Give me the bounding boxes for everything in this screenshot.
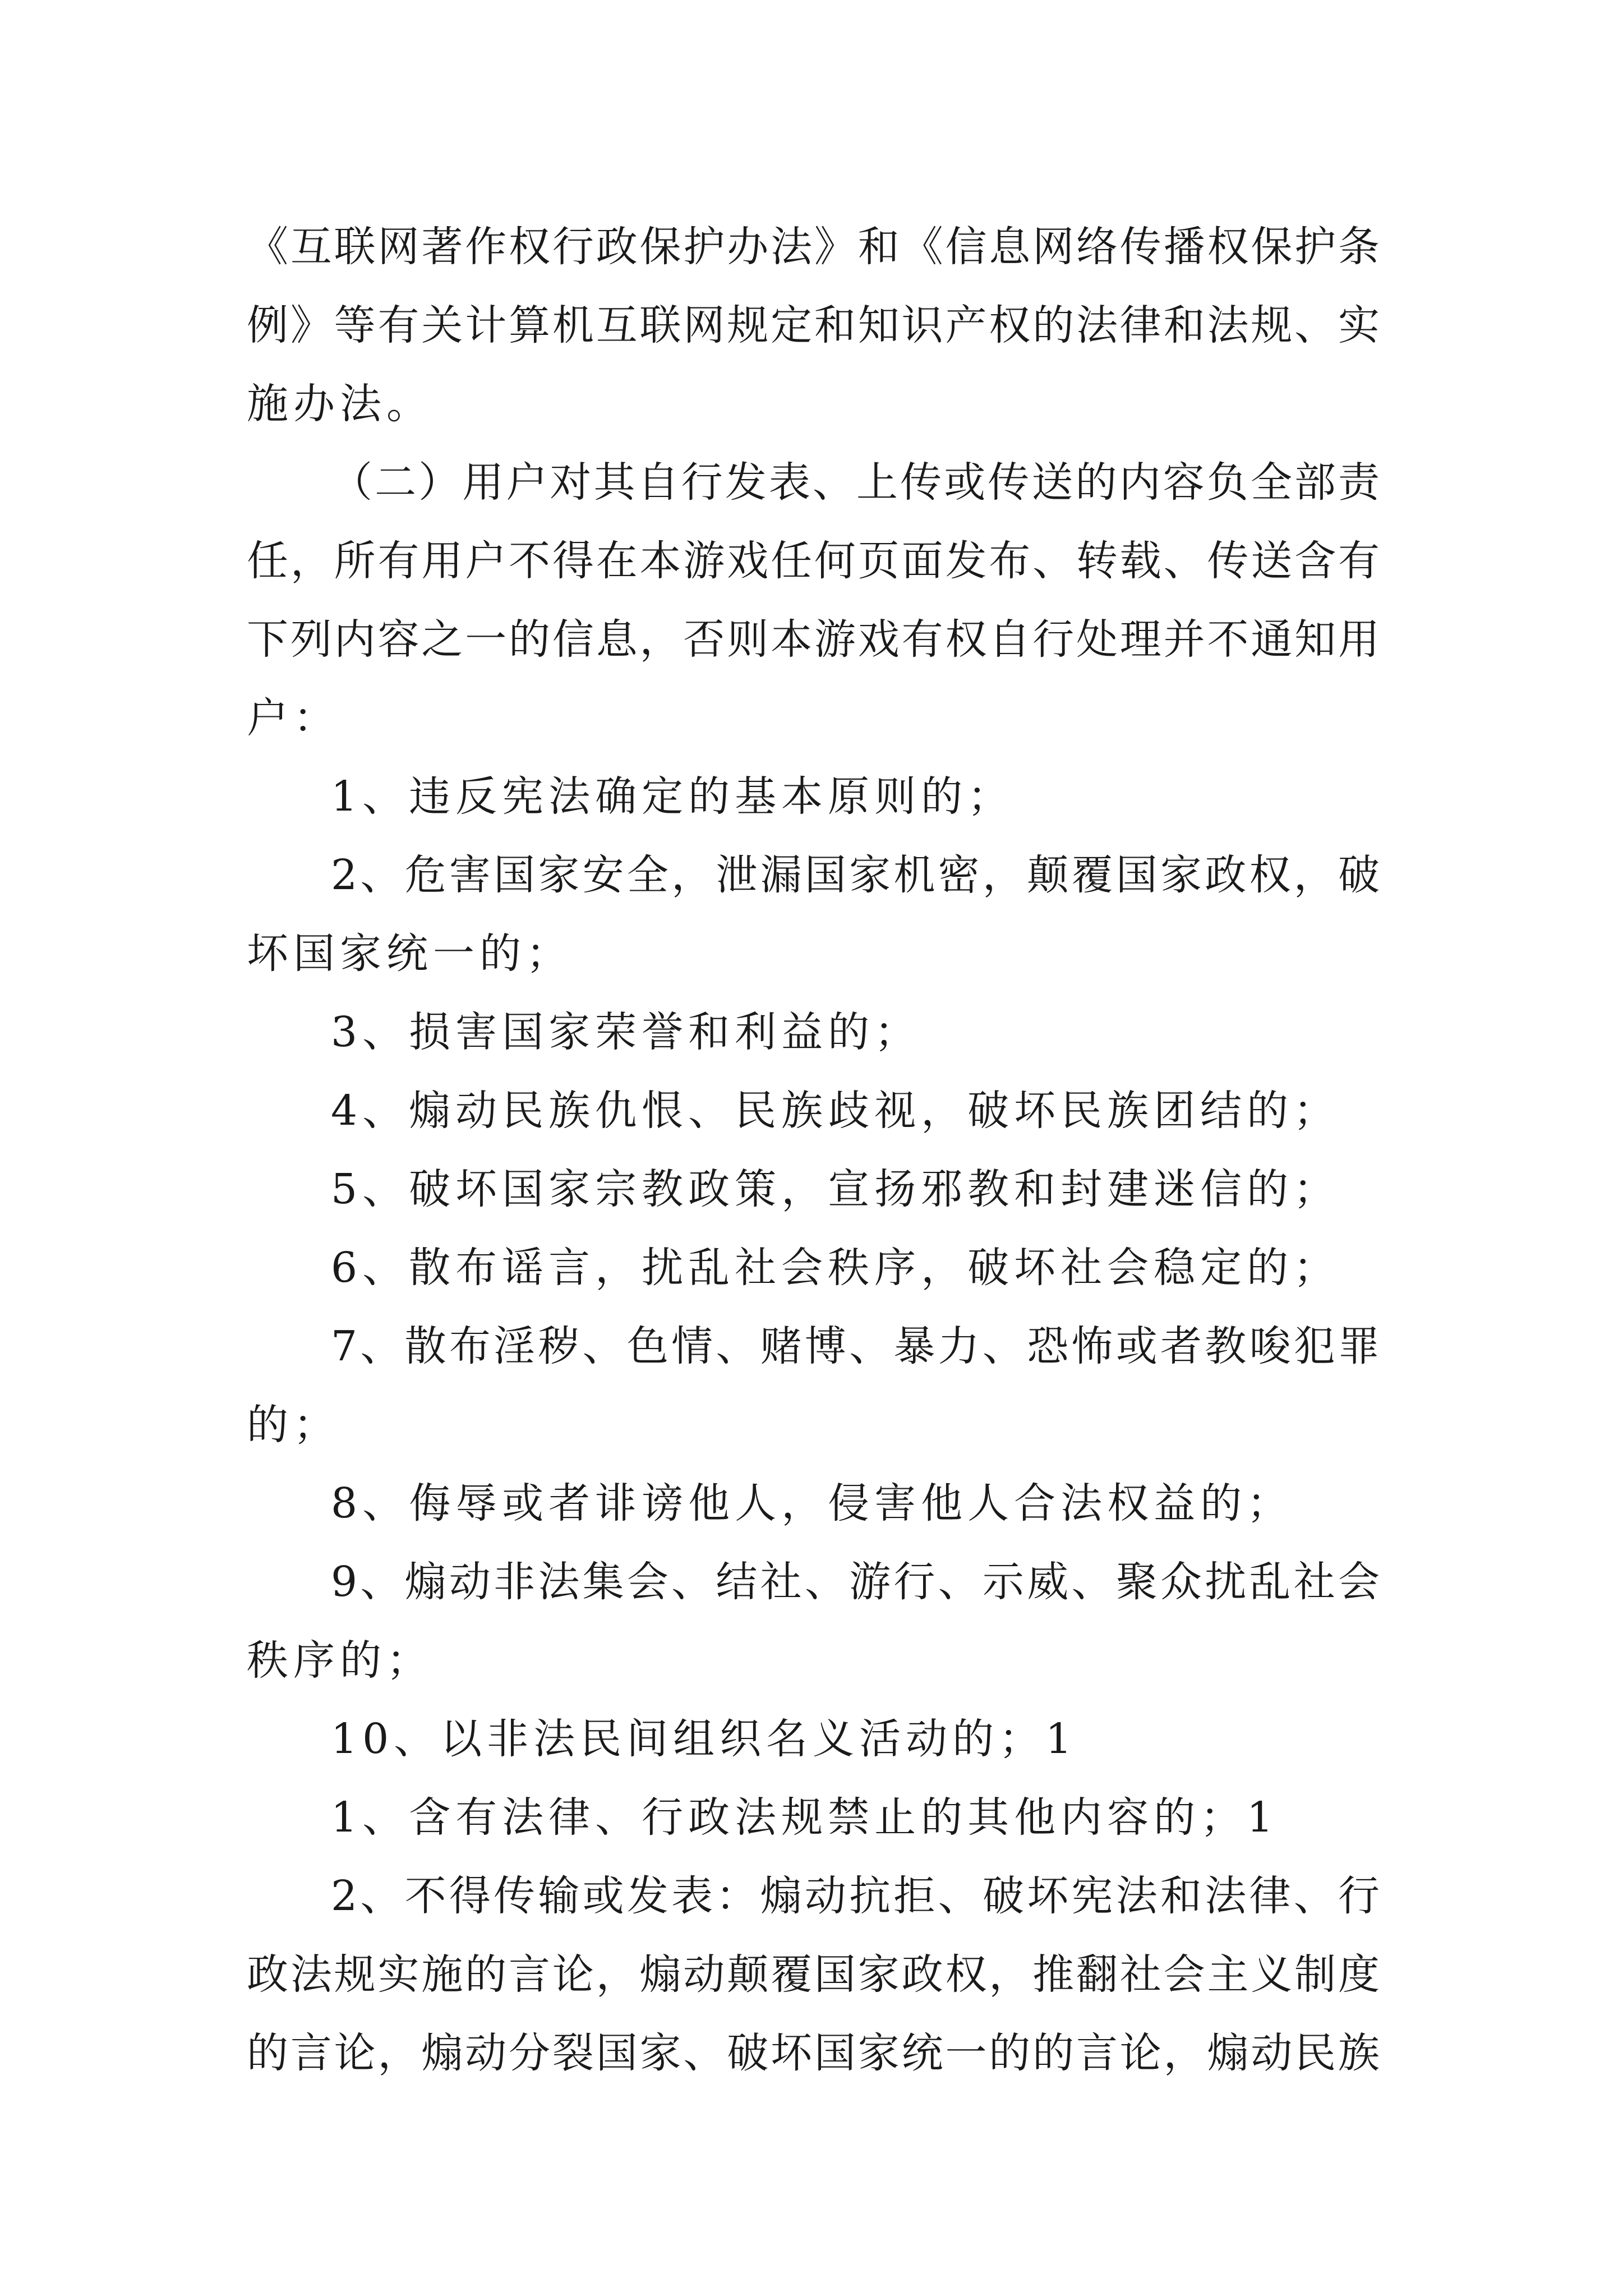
text-line: 2、危害国家安全，泄漏国家机密，颠覆国家政权，破	[331, 851, 1380, 899]
text-line: 户：	[247, 694, 340, 742]
text-line: 4、煽动民族仇恨、民族歧视，破坏民族团结的；	[331, 1087, 1340, 1135]
text-line: 6、散布谣言，扰乱社会秩序，破坏社会稳定的；	[331, 1244, 1340, 1292]
text-line: 的；	[247, 1401, 340, 1449]
text-line: （二）用户对其自行发表、上传或传送的内容负全部责	[331, 458, 1380, 507]
text-line: 8、侮辱或者诽谤他人，侵害他人合法权益的；	[331, 1479, 1294, 1527]
text-line: 10、以非法民间组织名义活动的；1	[331, 1715, 1077, 1763]
text-line: 7、散布淫秽、色情、赌博、暴力、恐怖或者教唆犯罪	[331, 1322, 1380, 1370]
text-line: 施办法。	[247, 380, 433, 428]
text-line: 9、煽动非法集会、结社、游行、示威、聚众扰乱社会	[331, 1558, 1380, 1606]
text-line: 坏国家统一的；	[247, 930, 573, 978]
text-line: 下列内容之一的信息，否则本游戏有权自行处理并不通知用	[247, 615, 1380, 664]
text-line: 3、损害国家荣誉和利益的；	[331, 1008, 921, 1056]
text-line: 5、破坏国家宗教政策，宣扬邪教和封建迷信的；	[331, 1165, 1340, 1213]
text-line: 2、不得传输或发表：煽动抗拒、破坏宪法和法律、行	[331, 1872, 1380, 1920]
text-line: 的言论，煽动分裂国家、破坏国家统一的的言论，煽动民族	[247, 2029, 1380, 2077]
text-line: 1、含有法律、行政法规禁止的其他内容的；1	[331, 1793, 1279, 1842]
text-line: 任，所有用户不得在本游戏任何页面发布、转载、传送含有	[247, 537, 1380, 585]
text-line: 秩序的；	[247, 1636, 433, 1685]
text-line: 例》等有关计算机互联网规定和知识产权的法律和法规、实	[247, 301, 1380, 349]
text-line: 1、违反宪法确定的基本原则的；	[331, 772, 1015, 821]
text-line: 《互联网著作权行政保护办法》和《信息网络传播权保护条	[247, 223, 1380, 271]
text-line: 政法规实施的言论，煽动颠覆国家政权，推翻社会主义制度	[247, 1950, 1380, 1999]
